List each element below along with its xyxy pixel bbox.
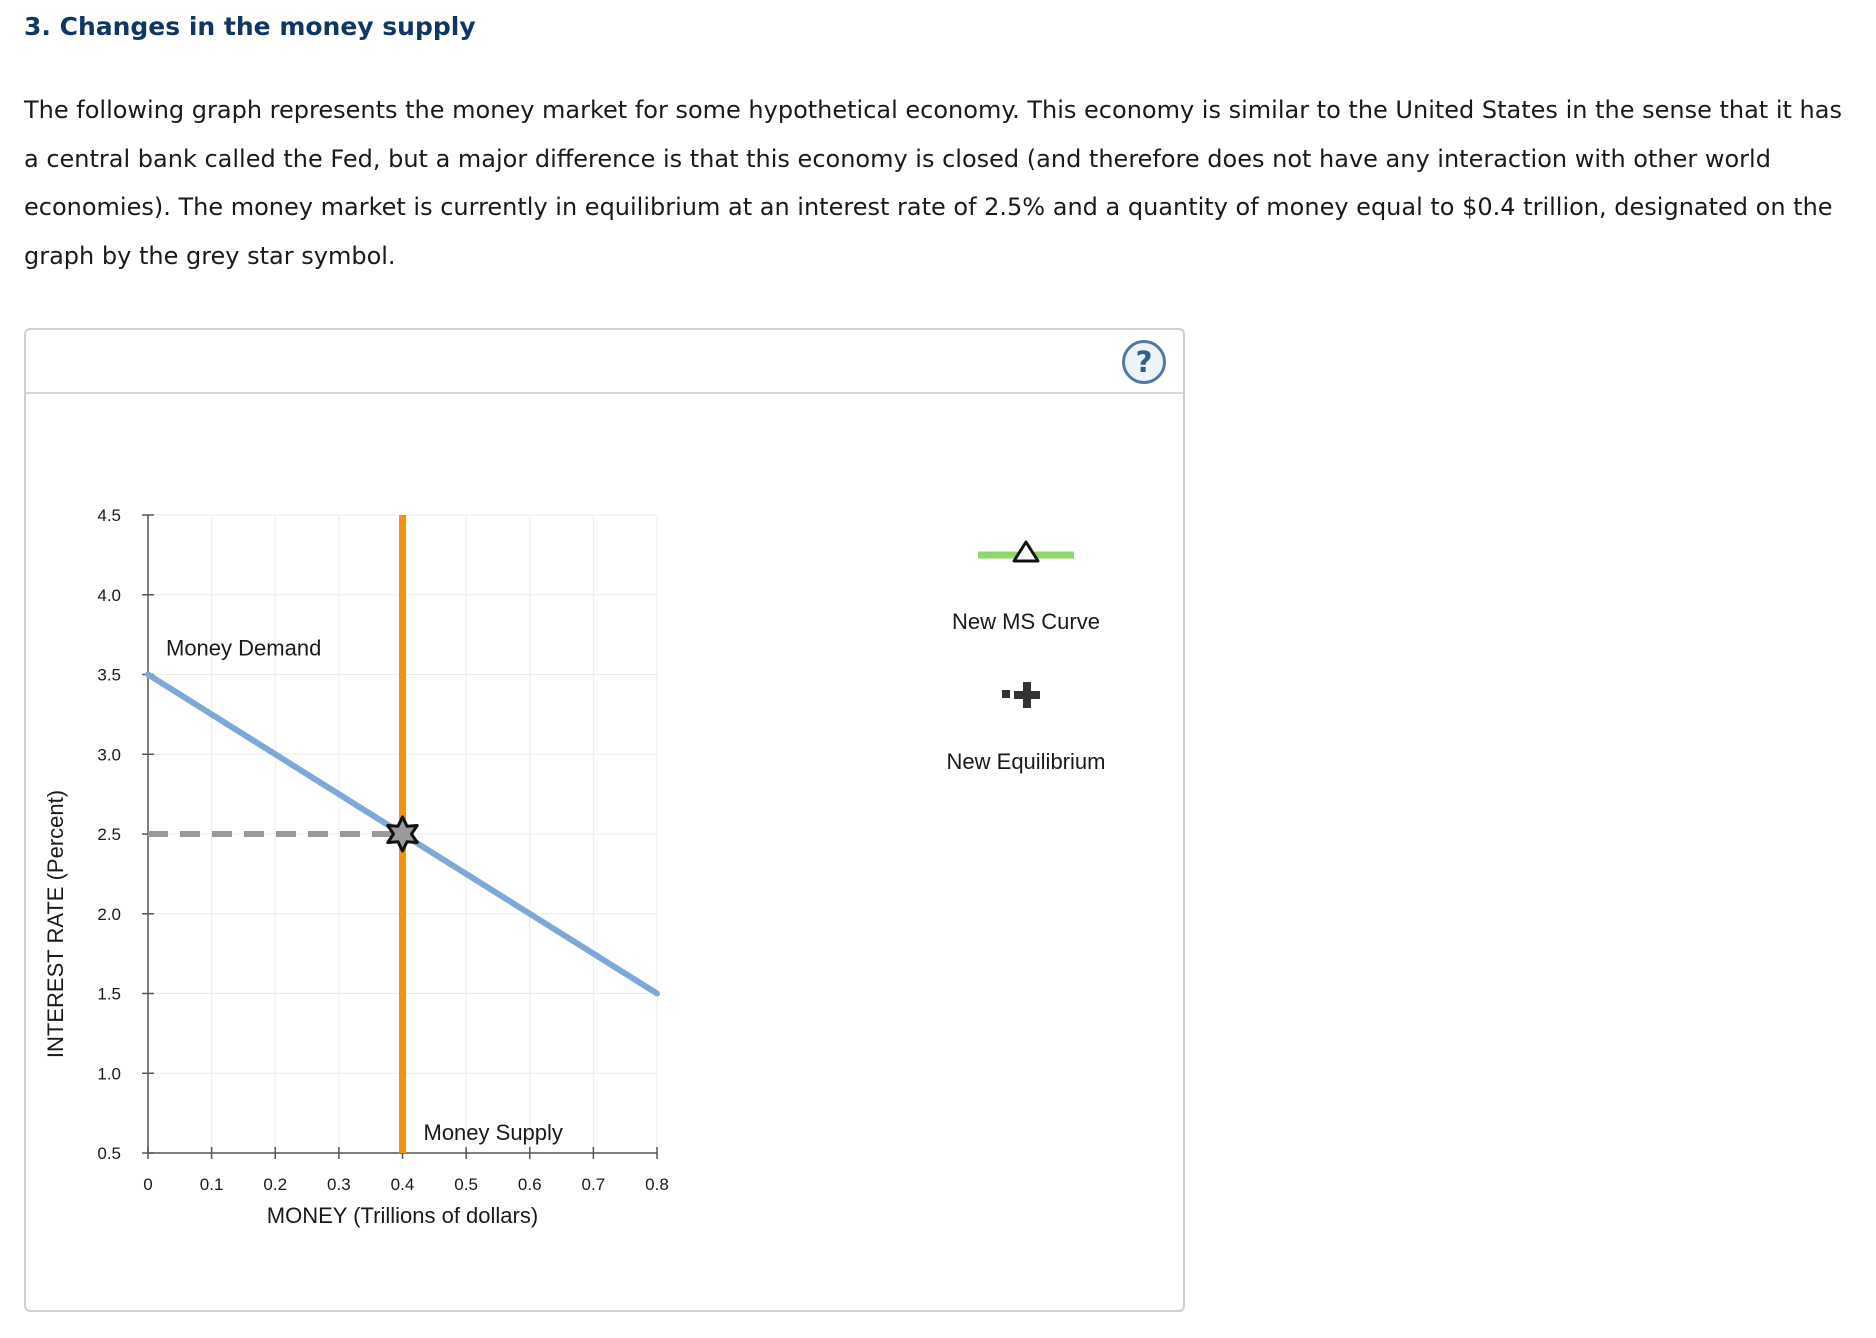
x-tick-label: 0.3	[327, 1175, 351, 1194]
x-tick-label: 0	[143, 1175, 153, 1194]
y-tick-label: 3.0	[97, 745, 121, 765]
y-tick-label: 1.0	[97, 1064, 121, 1084]
y-tick-label: 3.5	[97, 665, 121, 685]
y-tick-label: 0.5	[97, 1144, 121, 1163]
graph-panel	[24, 328, 1185, 1312]
new-equilibrium-tool-label: New Equilibrium	[946, 749, 1106, 774]
x-tick-label: 0.7	[581, 1175, 606, 1194]
y-tick-label: 4.0	[97, 585, 121, 605]
x-tick-label: 0.1	[199, 1175, 224, 1194]
help-button[interactable]: ?	[1122, 340, 1166, 384]
x-tick-label: 0.5	[454, 1175, 478, 1194]
money-supply-label: Money Supply	[423, 1120, 563, 1145]
y-axis-title: INTEREST RATE (Percent)	[43, 789, 68, 1059]
y-tick-label: 2.5	[97, 825, 121, 844]
equilibrium-star-marker[interactable]	[388, 817, 417, 851]
y-tick-label: 4.5	[97, 506, 121, 525]
x-tick-label: 0.8	[645, 1175, 669, 1194]
x-tick-label: 0.6	[517, 1175, 542, 1194]
money-market-graph[interactable]	[26, 330, 1183, 1310]
money-demand-label: Money Demand	[166, 635, 322, 661]
question-heading: 3. Changes in the money supply	[24, 12, 476, 41]
y-tick-label: 1.5	[97, 984, 121, 1004]
y-tick-label: 2.0	[97, 904, 121, 924]
new-equilibrium-tool-plus-icon[interactable]	[1014, 682, 1040, 708]
x-tick-label: 0.2	[263, 1175, 288, 1194]
x-tick-label: 0.4	[390, 1175, 415, 1194]
new-equilibrium-tool-dot[interactable]	[1002, 690, 1010, 698]
new-ms-curve-tool-label: New MS Curve	[952, 609, 1100, 634]
x-axis-title: MONEY (Trillions of dollars)	[266, 1203, 539, 1228]
question-intro: The following graph represents the money market for some hypothetical economy. This economy is similar to the United States in the sense that it has a central bank called the Fed, but a major difference is that this economy is closed (and therefore does not have any interaction with other world economies). The money market is currently in equilibrium at an interest rate of 2.5% and a quantity of money equal to $0.4 trillion, designated on the graph by the grey star symbol.	[24, 96, 1842, 270]
